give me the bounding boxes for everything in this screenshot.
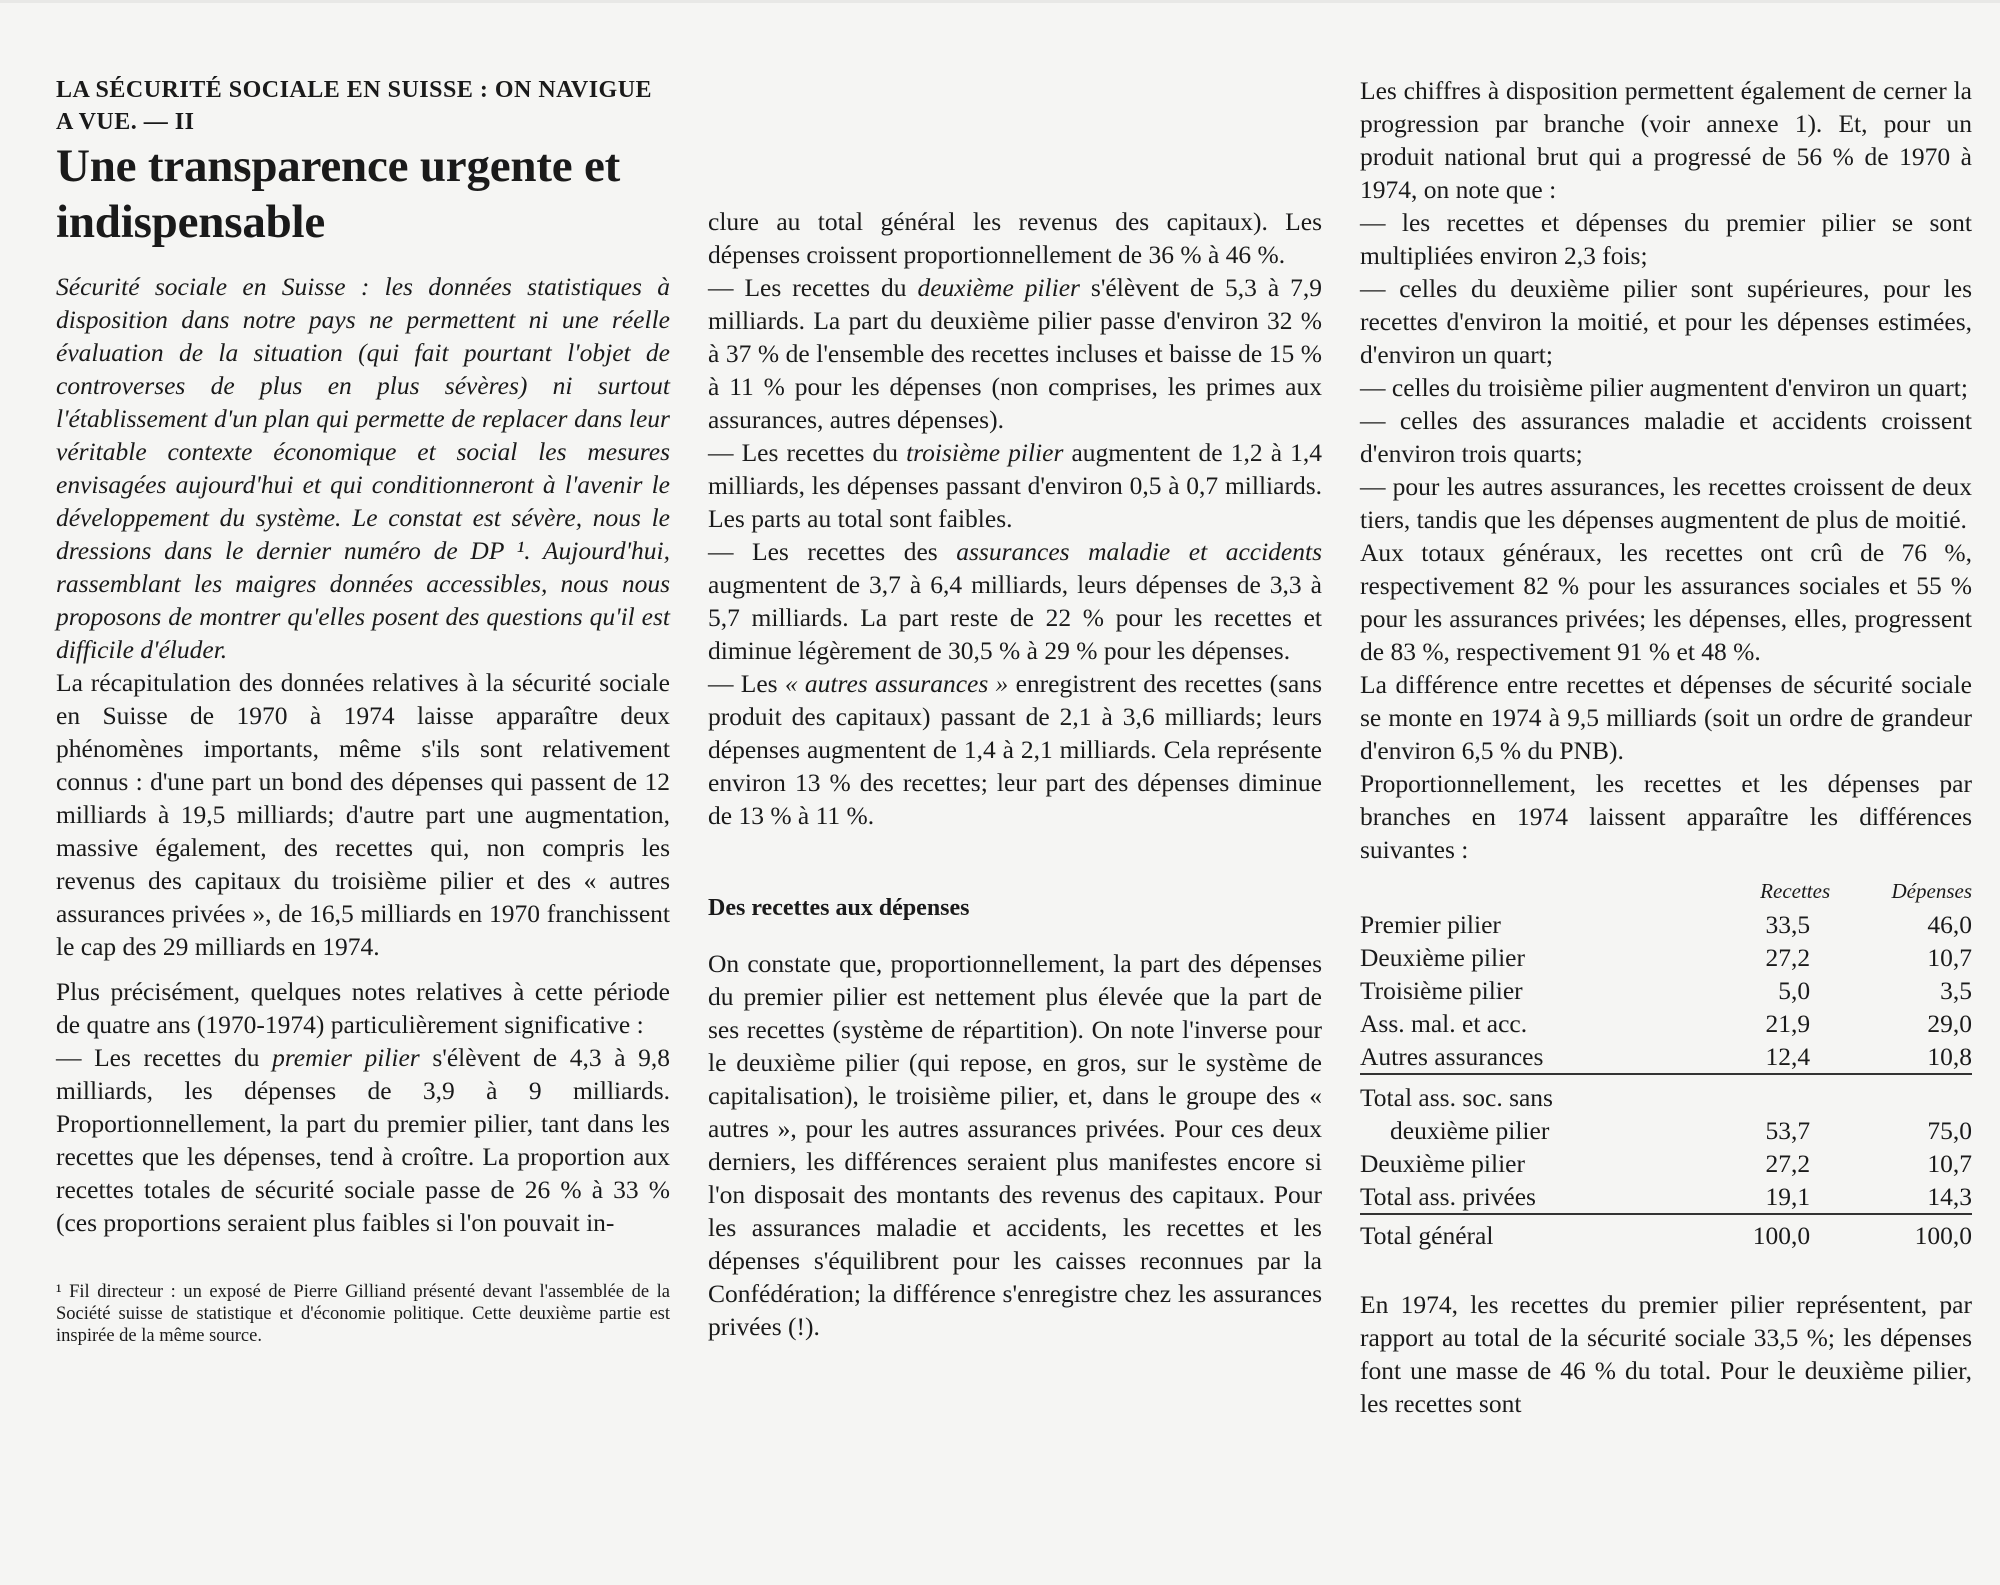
col2-paragraph-6: On constate que, proportionnellement, la part des dépenses du premier pilier est nettement plus élevée que la part de ses recettes (système de répartition). On note l'inverse pour le deuxième pilier (qui repose, en gros, sur le système de capitalisation), le troisième pilier, et, dans le groupe des « autres », pour les autres assurances privées. Pour ces deux derniers, les différences seraient plus manifestes encore si l'on disposait des montants des revenus des capitaux. Pour les assurances maladie et accidents, les recettes et les dépenses s'équilibrent pour les caisses reconnues par la Confédération; la différence s'enregistre chez les assurances privées (!). — [708, 949, 1322, 1341]
col3-paragraph-9: Proportionnellement, les recettes et les dépenses par branches en 1974 laissent apparaître les différences suivantes : — [1360, 769, 1972, 864]
col2-paragraph-2: — Les recettes du deuxième pilier s'élèvent de 5,3 à 7,9 milliards. La part du deuxième pilier passe d'environ 32 % à 37 % de l'ensemble des recettes incluses et baisse de 15 % à 11 % pour les dépenses (non comprises, les primes aux assurances, autres dépenses). — [708, 273, 1322, 434]
table-header-row — [1360, 878, 1972, 908]
col2-paragraph-1: clure au total général les revenus des capitaux). Les dépenses croissent proportionnellement de 36 % à 46 %. — [708, 207, 1322, 269]
col3-paragraph-6: — pour les autres assurances, les recettes croissent de deux tiers, tandis que les dépenses augmentent de plus de moitié. — [1360, 472, 1972, 534]
col3-paragraph-10: En 1974, les recettes du premier pilier représentent, par rapport au total de la sécurité sociale 33,5 %; les dépenses font une masse de 46 % du total. Pour le deuxième pilier, les recettes sont — [1360, 1290, 1972, 1418]
col2-paragraph-4: — Les recettes des assurances maladie et accidents augmentent de 3,7 à 6,4 milliards, leurs dépenses de 3,3 à 5,7 milliards. La part reste de 22 % pour les recettes et diminue légèrement de 30,5 % à 29 % pour les dépenses. — [708, 537, 1322, 665]
table-header-recettes: Recettes — [1760, 879, 1831, 903]
table-row: Total ass. privées 19,1 14,3 — [1360, 1182, 1972, 1211]
table-row: deuxième pilier 53,7 75,0 — [1390, 1116, 1972, 1145]
column-2 — [708, 205, 1322, 1343]
table-header-depenses: Dépenses — [1891, 879, 1972, 903]
table-total-row: Total général 100,0 100,0 — [1360, 1214, 1972, 1252]
article-kicker: LA SÉCURITÉ SOCIALE EN SUISSE : ON NAVIGUE A VUE. — II — [56, 77, 653, 135]
table-row: Troisième pilier 5,0 3,5 — [1360, 976, 1972, 1005]
col3-paragraph-2: — les recettes et dépenses du premier pilier se sont multipliées environ 2,3 fois; — [1360, 208, 1972, 270]
col2-paragraph-5: — Les « autres assurances » enregistrent des recettes (sans produit des capitaux) passant de 2,1 à 3,6 milliards; leurs dépenses augmentent de 1,4 à 2,1 milliards. Cela représente environ 13 % des recettes; leur part des dépenses diminue de 13 % à 11 %. — [708, 669, 1322, 830]
col2-paragraph-3: — Les recettes du troisième pilier augmentent de 1,2 à 1,4 milliards, les dépenses passant d'environ 0,5 à 0,7 milliards. Les parts au total sont faibles. — [708, 438, 1322, 533]
table-row: Ass. mal. et acc. 21,9 29,0 — [1360, 1009, 1972, 1038]
col3-paragraph-4: — celles du troisième pilier augmentent d'environ un quart; — [1360, 373, 1968, 402]
col3-paragraph-5: — celles des assurances maladie et accidents croissent d'environ trois quarts; — [1360, 406, 1972, 468]
section-heading: Des recettes aux dépenses — [708, 895, 970, 921]
col3-paragraph-7: Aux totaux généraux, les recettes ont crû de 76 %, respectivement 82 % pour les assurances sociales et 55 % pour les assurances privées; les dépenses, elles, progressent de 83 %, respectivement 91 % et 48 %. — [1360, 538, 1972, 666]
table-row: Autres assurances 12,4 10,8 — [1360, 1042, 1972, 1071]
table-row: Total ass. soc. sans — [1360, 1074, 1972, 1114]
footnote: ¹ Fil directeur : un exposé de Pierre Gilliand présenté devant l'assemblée de la Société suisse de statistique et d'économie politique. Cette deuxième partie est inspirée de la même source. — [56, 1282, 670, 1346]
table-row: Deuxième pilier 27,2 10,7 — [1360, 1149, 1972, 1178]
col3-paragraph-3: — celles du deuxième pilier sont supérieures, pour les recettes d'environ la moitié, et pour les dépenses estimées, d'environ un quart; — [1360, 274, 1972, 369]
col1-paragraph-3: — Les recettes du premier pilier s'élèvent de 4,3 à 9,8 milliards, les dépenses de 3,9 à 9 milliards. Proportionnellement, la part du premier pilier, tant dans les recettes que les dépenses, tend à croître. La proportion aux recettes totales de sécurité sociale passe de 26 % à 33 % (ces proportions seraient plus faibles si l'on pouvait in- — [56, 1043, 670, 1237]
col1-paragraph-2: Plus précisément, quelques notes relatives à cette période de quatre ans (1970-1974) particulièrement significative : — [56, 977, 670, 1039]
table-row: Premier pilier 33,5 46,0 — [1360, 910, 1972, 939]
col3-paragraph-8: La différence entre recettes et dépenses de sécurité sociale se monte en 1974 à 9,5 milliards (soit un ordre de grandeur d'environ 6,5 % du PNB). — [1360, 670, 1972, 765]
column-3 — [1360, 74, 1972, 1420]
article-lead: Sécurité sociale en Suisse : les données statistiques à disposition dans notre pays ne permettent ni une réelle évaluation de la situation (qui fait pourtant l'objet de controverses de plus en plus sévères) ni surtout l'établissement d'un plan qui permette de replacer dans leur véritable contexte économique et social les mesures envisagées aujourd'hui et qui conditionneront à l'avenir le développement du système. Le constat est sévère, nous le dressions dans le dernier numéro de DP ¹. Aujourd'hui, rassemblant les maigres données accessibles, nous nous proposons de montrer qu'elles posent des questions qu'il est difficile d'éluder. — [56, 272, 670, 664]
table-row: Deuxième pilier 27,2 10,7 — [1360, 943, 1972, 972]
col1-paragraph-1: La récapitulation des données relatives à la sécurité sociale en Suisse de 1970 à 1974 laisse apparaître deux phénomènes importants, même s'ils sont relativement connus : d'une part un bond des dépenses qui passent de 12 milliards à 19,5 milliards; d'autre part une augmentation, massive également, des recettes qui, non compris les revenus des capitaux du troisième pilier et des « autres assurances privées », de 16,5 milliards en 1970 franchissent le cap des 29 milliards en 1974. — [56, 668, 670, 961]
column-1 — [56, 74, 670, 1347]
col3-paragraph-1: Les chiffres à disposition permettent également de cerner la progression par branche (voir annexe 1). Et, pour un produit national brut qui a progressé de 56 % de 1970 à 1974, on note que : — [1360, 76, 1972, 204]
page-edge — [0, 0, 2000, 3]
distribution-table — [1360, 878, 1972, 1252]
article-headline: Une transparence urgente et indispensable — [56, 140, 621, 248]
